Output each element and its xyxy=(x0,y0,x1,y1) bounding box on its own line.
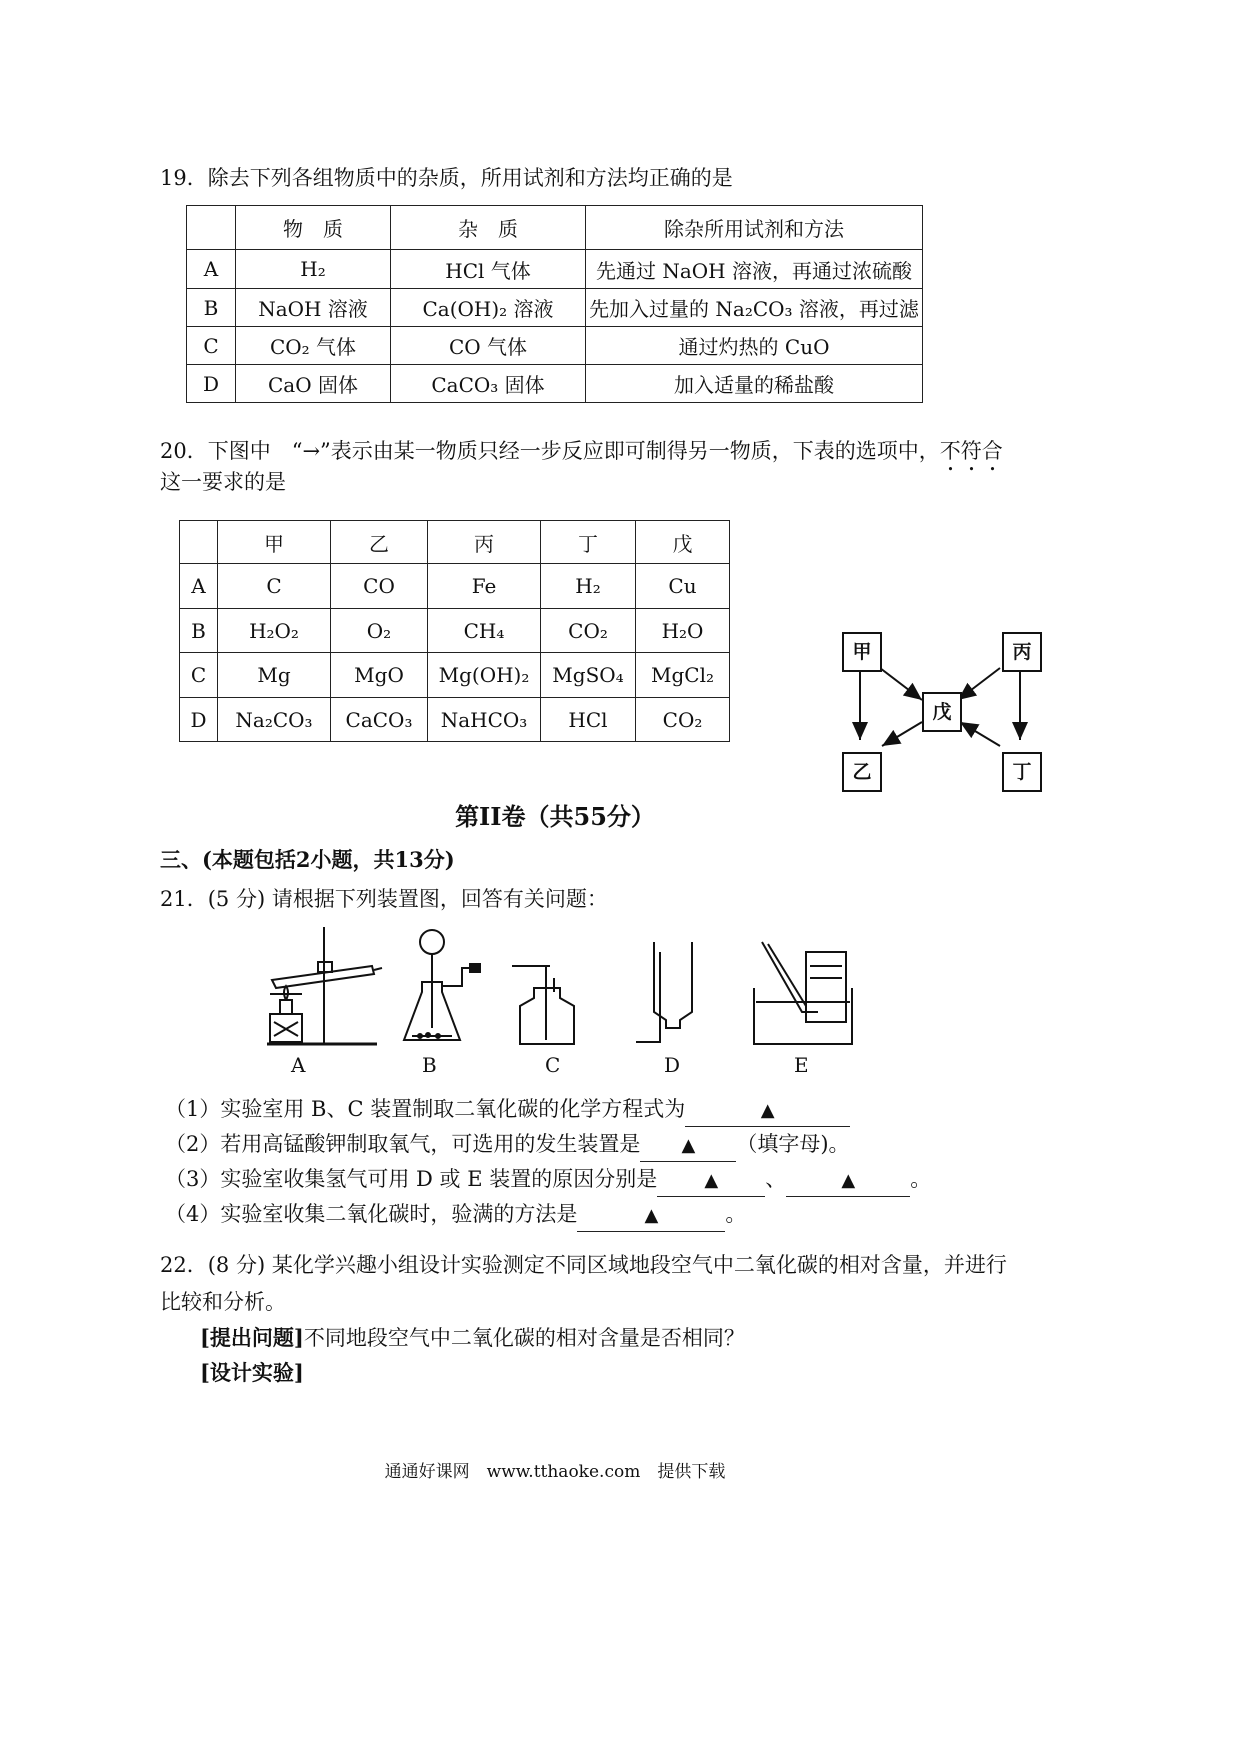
q21-sub3 xyxy=(165,1164,931,1197)
q20-cell: MgO xyxy=(331,653,428,698)
q21-sub2-text: （2）若用高锰酸钾制取氧气，可选用的发生装置是 xyxy=(165,1132,641,1156)
q21-sub2 xyxy=(165,1129,850,1162)
q20-opt: D xyxy=(180,698,218,742)
q19-opt: D xyxy=(187,365,236,403)
q19-opt: B xyxy=(187,289,236,327)
q21-sub4-text: （4）实验室收集二氧化碳时，验满的方法是 xyxy=(165,1202,578,1226)
q21-sub4 xyxy=(165,1199,746,1232)
q20-header-cell: 乙 xyxy=(331,521,428,564)
node-bing: 丙 xyxy=(1002,632,1042,672)
q22-question-label: [提出问题] xyxy=(200,1325,304,1350)
q19-method: 通过灼热的 CuO xyxy=(586,327,923,365)
q21-sub1 xyxy=(165,1094,850,1127)
apparatus-label-c: C xyxy=(545,1053,561,1077)
q21-sub3-tail: 。 xyxy=(910,1167,932,1191)
answer-blank-1[interactable]: ▲ xyxy=(685,1096,850,1127)
part3-title: 三、(本题包括2小题，共13分) xyxy=(160,847,455,872)
q22-line2: 比较和分析。 xyxy=(160,1290,286,1314)
q19-opt: A xyxy=(187,250,236,289)
q20-opt: B xyxy=(180,609,218,653)
q20-header-cell xyxy=(180,521,218,564)
q22-line1: 22．(8 分) 某化学兴趣小组设计实验测定不同区域地段空气中二氧化碳的相对含量，并进行 xyxy=(160,1253,1007,1277)
q20-cell: C xyxy=(218,564,331,609)
q19-method: 先通过 NaOH 溶液，再通过浓硫酸 xyxy=(586,250,923,289)
q20-line1 xyxy=(160,436,1003,476)
q20-cell: CO xyxy=(331,564,428,609)
q20-cell: Fe xyxy=(428,564,541,609)
q20-line2: 这一要求的是 xyxy=(160,470,286,494)
q19-header-cell xyxy=(187,206,236,250)
q20-header-cell: 丙 xyxy=(428,521,541,564)
q20-cell: MgCl₂ xyxy=(636,653,730,698)
q20-cell: HCl xyxy=(541,698,636,742)
q19-substance: CO₂ 气体 xyxy=(236,327,391,365)
answer-blank-4[interactable]: ▲ xyxy=(786,1166,910,1197)
q20-cell: CaCO₃ xyxy=(331,698,428,742)
apparatus-label-b: B xyxy=(422,1053,437,1077)
q19-substance: NaOH 溶液 xyxy=(236,289,391,327)
q20-header-cell: 戊 xyxy=(636,521,730,564)
q22-question-text: 不同地段空气中二氧化碳的相对含量是否相同？ xyxy=(303,1326,745,1350)
q19-method: 先加入过量的 Na₂CO₃ 溶液，再过滤 xyxy=(586,289,923,327)
apparatus-figure xyxy=(262,922,882,1052)
node-jia: 甲 xyxy=(842,632,882,672)
q20-cell: H₂O₂ xyxy=(218,609,331,653)
q20-cell: MgSO₄ xyxy=(541,653,636,698)
q21-sub2-tail: （填字母)。 xyxy=(736,1132,850,1156)
q20-table xyxy=(179,520,730,742)
q20-opt: C xyxy=(180,653,218,698)
q21-sub4-tail: 。 xyxy=(725,1202,747,1226)
answer-blank-3[interactable]: ▲ xyxy=(657,1166,765,1197)
q20-cell: H₂O xyxy=(636,609,730,653)
q20-cell: O₂ xyxy=(331,609,428,653)
q19-opt: C xyxy=(187,327,236,365)
q19-impurity: CO 气体 xyxy=(391,327,586,365)
q20-cell: Cu xyxy=(636,564,730,609)
q19-method: 加入适量的稀盐酸 xyxy=(586,365,923,403)
page-footer: 通通好课网 www.tthaoke.com 提供下载 xyxy=(384,1462,726,1482)
q20-cell: Mg xyxy=(218,653,331,698)
node-ding: 丁 xyxy=(1002,752,1042,792)
q21-sub3-sep: 、 xyxy=(765,1167,787,1191)
q19-impurity: HCl 气体 xyxy=(391,250,586,289)
q19-title: 19．除去下列各组物质中的杂质，所用试剂和方法均正确的是 xyxy=(160,166,733,190)
answer-blank-2[interactable]: ▲ xyxy=(640,1131,736,1162)
q19-header-cell: 除杂所用试剂和方法 xyxy=(586,206,923,250)
answer-blank-5[interactable]: ▲ xyxy=(577,1201,725,1232)
apparatus-label-d: D xyxy=(664,1053,681,1077)
q19-substance: CaO 固体 xyxy=(236,365,391,403)
q21-title: 21．(5 分) 请根据下列装置图，回答有关问题： xyxy=(160,887,608,911)
q20-emphasis: 不符合 xyxy=(939,439,1003,463)
q20-cell: CO₂ xyxy=(636,698,730,742)
apparatus-label-a: A xyxy=(291,1053,306,1077)
q20-cell: Na₂CO₃ xyxy=(218,698,331,742)
q19-table xyxy=(186,205,923,403)
q20-cell: H₂ xyxy=(541,564,636,609)
q20-cell: NaHCO₃ xyxy=(428,698,541,742)
q20-opt: A xyxy=(180,564,218,609)
section2-title: 第II卷（共55分） xyxy=(455,802,655,831)
q20-header-cell: 甲 xyxy=(218,521,331,564)
q19-header-cell: 杂 质 xyxy=(391,206,586,250)
q21-sub3-text: （3）实验室收集氢气可用 D 或 E 装置的原因分别是 xyxy=(165,1167,658,1191)
q22-question xyxy=(200,1323,745,1353)
node-wu: 戊 xyxy=(922,692,962,732)
apparatus-label-e: E xyxy=(794,1053,809,1077)
q20-header-cell: 丁 xyxy=(541,521,636,564)
q19-impurity: CaCO₃ 固体 xyxy=(391,365,586,403)
q20-cell: CO₂ xyxy=(541,609,636,653)
q20-line1-text: 20．下图中 “→”表示由某一物质只经一步反应即可制得另一物质，下表的选项中， xyxy=(160,439,940,463)
reaction-diagram xyxy=(840,630,1060,790)
q21-sub1-text: （1）实验室用 B、C 装置制取二氧化碳的化学方程式为 xyxy=(165,1097,686,1121)
q19-substance: H₂ xyxy=(236,250,391,289)
q22-design-label: [设计实验] xyxy=(200,1360,304,1385)
q19-header-cell: 物 质 xyxy=(236,206,391,250)
q19-impurity: Ca(OH)₂ 溶液 xyxy=(391,289,586,327)
node-yi: 乙 xyxy=(842,752,882,792)
q20-cell: Mg(OH)₂ xyxy=(428,653,541,698)
q20-cell: CH₄ xyxy=(428,609,541,653)
